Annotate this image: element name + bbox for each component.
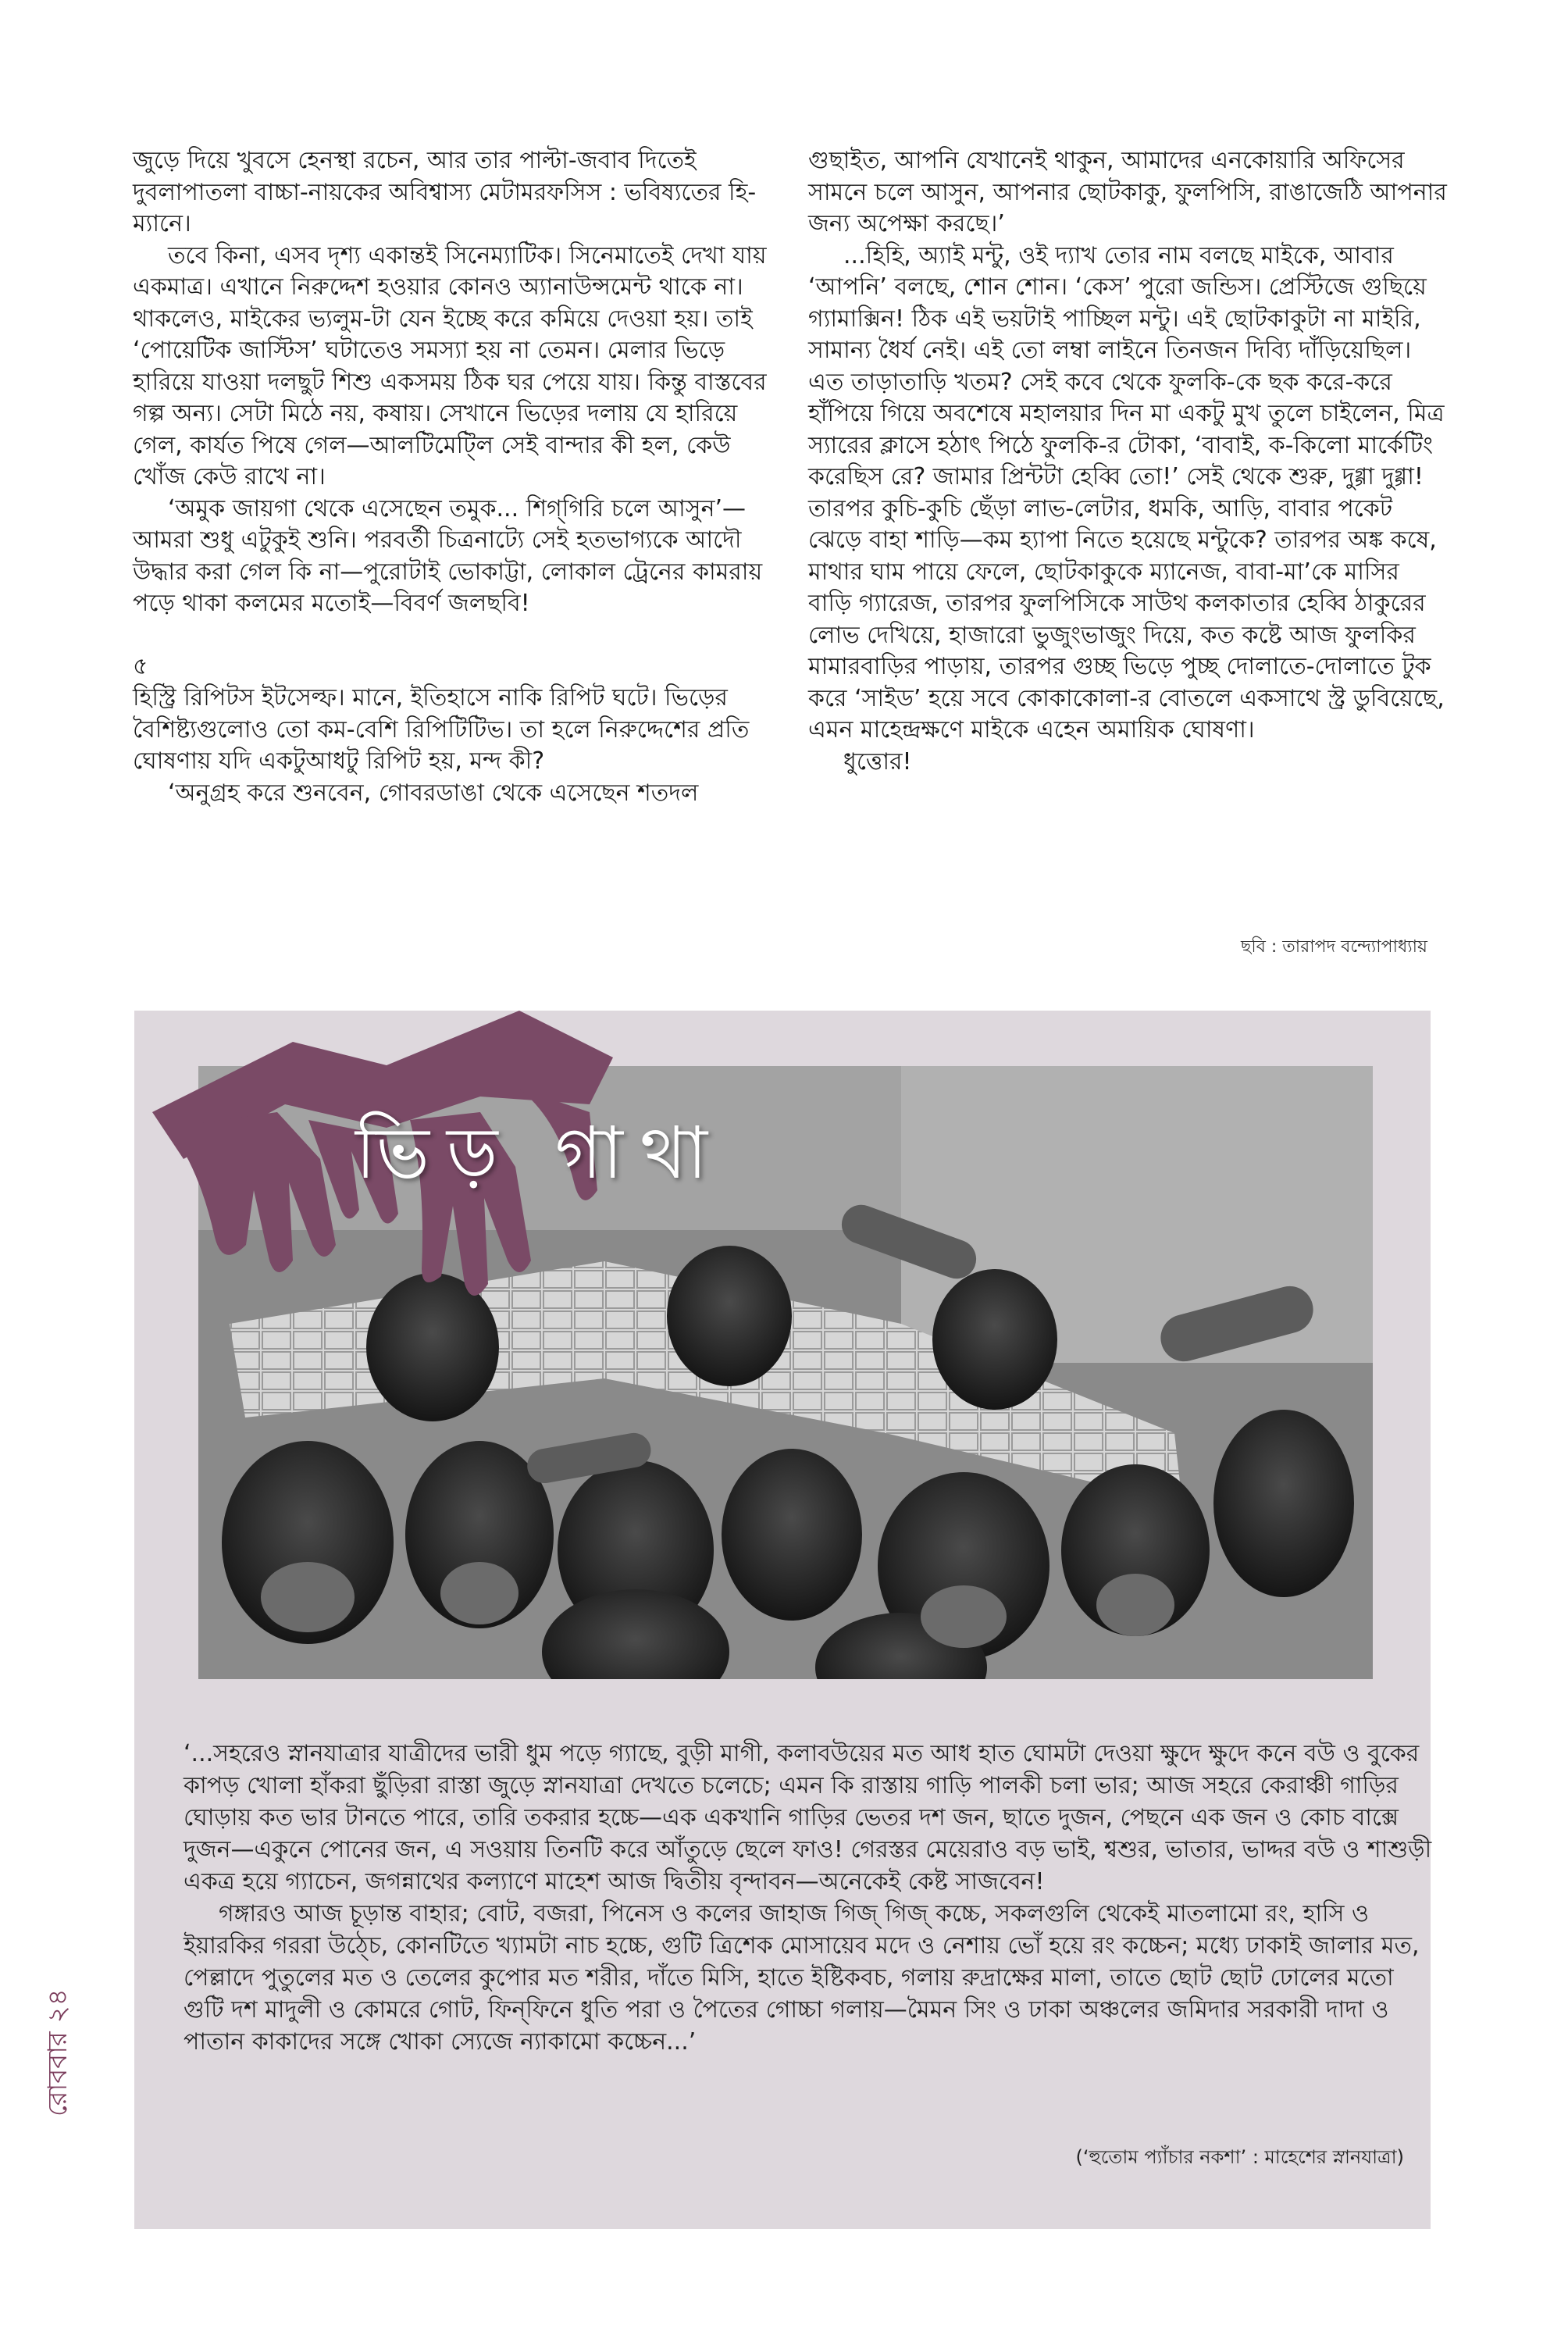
- paragraph: জুড়ে দিয়ে খুবসে হেনস্থা রচেন, আর তার পাল্টা-জবাব দিতেই দুবলাপাতলা বাচ্চা-নায়কের অবিশ্বাস্য মেটামরফসিস : ভবিষ্যতের হি-ম্যানে।: [133, 147, 757, 237]
- spacer: [133, 620, 781, 651]
- paragraph: ধুত্তোর!: [843, 747, 912, 776]
- feature-quote: [184, 1738, 1437, 2058]
- paragraph: তবে কিনা, এসব দৃশ্য একান্তই সিনেম্যাটিক। সিনেমাতেই দেখা যায় একমাত্র। এখানে নিরুদ্দেশ হওয়ার কোনও অ্যানাউন্সমেন্ট থাকে না। থাকলেও, মাইকের ভ্যলুম-টা যেন ইচ্ছে করে কমিয়ে দেওয়া হয়। তাই ‘পোয়েটিক জাস্টিস’ ঘটাতেও সমস্যা হয় না তেমন। মেলার ভিড়ে হারিয়ে যাওয়া দলছুট শিশু একসময় ঠিক ঘর পেয়ে যায়। কিন্তু বাস্তবের গল্প অন্য। সেটা মিঠে নয়, কষায়। সেখানে ভিড়ের দলায় যে হারিয়ে গেল, কার্যত পিষে গেল—আলটিমেট্লি সেই বান্দার কী হল, কেউ খোঁজ কেউ রাখে না।: [133, 241, 767, 490]
- page-folio: রোববার ২৪: [42, 1988, 73, 2116]
- paragraph: গুছাইত, আপনি যেখানেই থাকুন, আমাদের এনকোয়ারি অফিসের সামনে চলে আসুন, আপনার ছোটকাকু, ফুলপিসি, রাঙাজেঠি আপনার জন্য অপেক্ষা করছে।’: [808, 147, 1447, 237]
- quote-source: (‘হুতোম প্যাঁচার নকশা’ : মাহেশের স্নানযাত্রা): [1075, 2146, 1404, 2168]
- paragraph: হিস্ট্রি রিপিটস ইটসেল্ফ। মানে, ইতিহাসে নাকি রিপিট ঘটে। ভিড়ের বৈশিষ্ট্যগুলোও তো কম-বেশি রিপিটিটিভ। তা হলে নিরুদ্দেশের প্রতি ঘোষণায় যদি একটুআধটু রিপিট হয়, মন্দ কী?: [133, 684, 750, 775]
- quote-paragraph: ‘...সহরেও স্নানযাত্রার যাত্রীদের ভারী ধুম পড়ে গ্যাছে, বুড়ী মাগী, কলাবউয়ের মত আধ হাত ঘোমটা দেওয়া ক্ষুদে ক্ষুদে কনে বউ ও বুকের কাপড় খোলা হাঁকরা ছুঁড়িরা রাস্তা জুড়ে স্নানযাত্রা দেখতে চলেচে; এমন কি রাস্তায় গাড়ি পালকী চলা ভার; আজ সহরে কেরাঞ্চী গাড়ির ঘোড়ায় কত ভার টানতে পারে, তারি তকরার হচ্চে—এক একখানি গাড়ির ভেতর দশ জন, ছাতে দুজন, পেছনে এক জন ও কোচ বাক্সে দুজন—একুনে পোনের জন, এ সওয়ায় তিনটি করে আঁতুড়ে ছেলে ফাও! গেরস্তর মেয়েরাও বড় ভাই, শ্বশুর, ভাতার, ভাদ্দর বউ ও শাশুড়ী একত্র হয়ে গ্যাচেন, জগন্নাথের কল্যাণে মাহেশ আজ দ্বিতীয় বৃন্দাবন—অনেকেই কেষ্ট সাজবেন!: [184, 1740, 1432, 1895]
- paragraph: ‘অনুগ্রহ করে শুনবেন, গোবরডাঙা থেকে এসেছেন শতদল: [168, 779, 699, 807]
- feature-title: ভিড় গাথা: [355, 1111, 725, 1195]
- article-left-column: [133, 145, 781, 809]
- paragraph: ‘অমুক জায়গা থেকে এসেছেন তমুক... শিগ্‌গিরি চলে আসুন’—আমরা শুধু এটুকুই শুনি। পরবর্তী চিত্রনাট্যে সেই হতভাগ্যকে আদৌ উদ্ধার করা গেল কি না—পুরোটাই ভোকাট্টা, লোকাল ট্রেনের কামরায় পড়ে থাকা কলমের মতোই—বিবর্ণ জলছবি!: [133, 494, 763, 617]
- section-number: ৫: [133, 652, 148, 680]
- photo-credit: ছবি : তারাপদ বন্দ্যোপাধ্যায়: [1241, 937, 1427, 957]
- paragraph: ...হিহি, অ্যাই মন্টু, ওই দ্যাখ তোর নাম বলছে মাইকে, আবার ‘আপনি’ বলছে, শোন শোন। ‘কেস’ পুরো জন্ডিস। প্রেস্টিজে গুছিয়ে গ্যামাক্সিন! ঠিক এই ভয়টাই পাচ্ছিল মন্টু। এই ছোটকাকুটা না মাইরি, সামান্য ধৈর্য নেই। এই তো লম্বা লাইনে তিনজন দিব্যি দাঁড়িয়েছিল। এত তাড়াতাড়ি খতম? সেই কবে থেকে ফুলকি-কে ছক করে-করে হাঁপিয়ে গিয়ে অবশেষে মহালয়ার দিন মা একটু মুখ তুলে চাইলেন, মিত্র স্যারের ক্লাসে হঠাৎ পিঠে ফুলকি-র টোকা, ‘বাবাই, ক-কিলো মার্কেটিং করেছিস রে? জামার প্রিন্টটা হেব্বি তো!’ সেই থেকে শুরু, দুগ্গা দুগ্গা! তারপর কুচি-কুচি ছেঁড়া লাভ-লেটার, ধমকি, আড়ি, বাবার পকেট ঝেড়ে বাহা শাড়ি—কম হ্যাপা নিতে হয়েছে মন্টুকে? তারপর অঙ্ক কষে, মাথার ঘাম পায়ে ফেলে, ছোটকাকুকে ম্যানেজ, বাবা-মা’কে মাসির বাড়ি গ্যারেজ, তারপর ফুলপিসিকে সাউথ কলকাতার হেব্বি ঠাকুরের লোভ দেখিয়ে, হাজারো ভুজুংভাজুং দিয়ে, কত কষ্টে আজ ফুলকির মামারবাড়ির পাড়ায়, তারপর গুচ্ছ ভিড়ে পুচ্ছ দোলাতে-দোলাতে টুক করে ‘সাইড’ হয়ে সবে কোকাকোলা-র বোতলে একসাথে স্ট্র ডুবিয়েছে, এমন মাহেন্দ্রক্ষণে মাইকে এহেন অমায়িক ঘোষণা।: [808, 241, 1445, 744]
- article-right-column: [808, 145, 1449, 778]
- quote-paragraph: গঙ্গারও আজ চূড়ান্ত বাহার; বোট, বজরা, পিনেস ও কলের জাহাজ গিজ্ গিজ্ কচ্চে, সকলগুলি থেকেই মাতলামো রং, হাসি ও ইয়ারকির গররা উঠ্চে, কোনটিতে খ্যামটা নাচ হচ্চে, গুটি ত্রিশেক মোসায়েব মদে ও নেশায় ভোঁ হয়ে রং কচ্চেন; মধ্যে ঢাকাই জালার মত, পেল্লাদে পুতুলের মত ও তেলের কুপোর মত শরীর, দাঁতে মিসি, হাতে ইষ্টিকবচ, গলায় রুদ্রাক্ষের মালা, তাতে ছোট ছোট ঢোলের মতো গুটি দশ মাদুলী ও কোমরে গোট, ফিন্‌ফিনে ধুতি পরা ও পৈতের গোচ্চা গলায়—মৈমন সিং ও ঢাকা অঞ্চলের জমিদার সরকারী দাদা ও পাতান কাকাদের সঙ্গে খোকা স্যেজে ন্যাকামো কচ্চেন...’: [184, 1900, 1420, 2056]
